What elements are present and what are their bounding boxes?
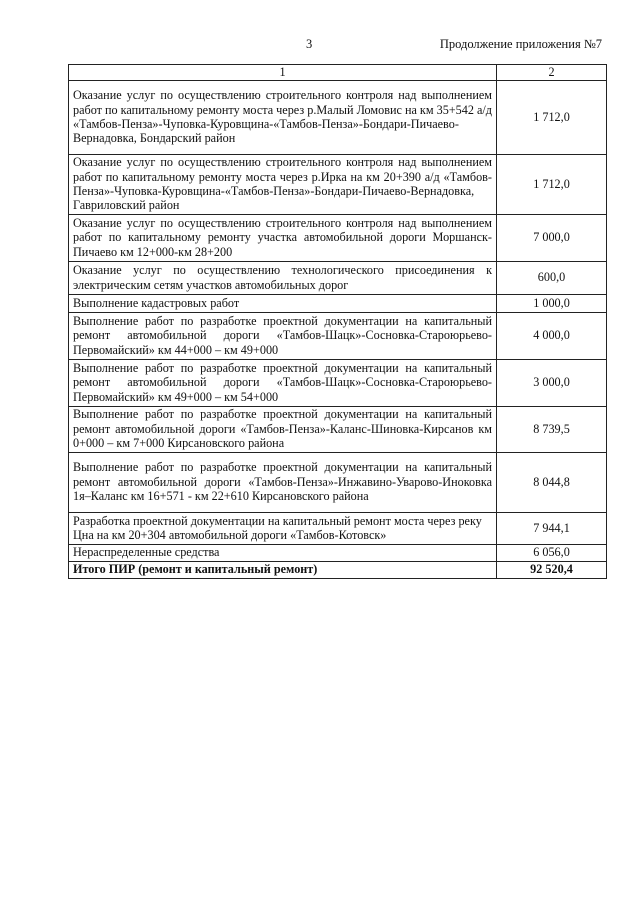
row-amount: 1 000,0 bbox=[497, 295, 607, 313]
table-row bbox=[69, 262, 607, 295]
row-description: Выполнение кадастровых работ bbox=[69, 295, 497, 313]
table-row bbox=[69, 407, 607, 453]
page-number: 3 bbox=[306, 37, 313, 51]
row-description: Выполнение работ по разработке проектной документации на капитальный ремонт автомобильной дороги «Тамбов-Шацк»-Сосновка-Староюрьево-Первомайский» км 49+000 – км 54+000 bbox=[69, 360, 497, 407]
column-header-1: 1 bbox=[69, 65, 497, 81]
total-row bbox=[69, 562, 607, 579]
row-description: Выполнение работ по разработке проектной документации на капитальный ремонт автомобильной дороги «Тамбов-Пенза»-Каланс-Шиновка-Кирсанов км 0+000 – км 7+000 Кирсановского района bbox=[69, 407, 497, 453]
appendix-continuation-label: Продолжение приложения №7 bbox=[439, 37, 602, 51]
row-amount: 4 000,0 bbox=[497, 313, 607, 360]
column-header-2: 2 bbox=[497, 65, 607, 81]
row-description: Разработка проектной документации на капитальный ремонт моста через реку Цна на км 20+304 автомобильной дороги «Тамбов-Котовск» bbox=[69, 513, 497, 545]
table-row bbox=[69, 215, 607, 262]
row-description: Оказание услуг по осуществлению технологического присоединения к электрическим сетям участков автомобильных дорог bbox=[69, 262, 497, 295]
total-amount: 92 520,4 bbox=[497, 562, 607, 579]
row-amount: 1 712,0 bbox=[497, 155, 607, 215]
row-description: Оказание услуг по осуществлению строительного контроля над выполнением работ по капитальному ремонту моста через р.Малый Ломовис на км 35+542 а/д «Тамбов-Пенза»-Чуповка-Куровщина-«Тамбов-Пенза»-Бондари-Пичаево-Вернадовка, Бондарский район bbox=[69, 81, 497, 155]
row-amount: 7 944,1 bbox=[497, 513, 607, 545]
total-label: Итого ПИР (ремонт и капитальный ремонт) bbox=[69, 562, 497, 579]
row-description: Оказание услуг по осуществлению строительного контроля над выполнением работ по капитальному ремонту участка автомобильной дороги Моршанск-Пичаево км 12+000-км 28+200 bbox=[69, 215, 497, 262]
table-row bbox=[69, 453, 607, 513]
table-row bbox=[69, 313, 607, 360]
table-row bbox=[69, 81, 607, 155]
row-amount: 7 000,0 bbox=[497, 215, 607, 262]
row-amount: 3 000,0 bbox=[497, 360, 607, 407]
row-amount: 8 739,5 bbox=[497, 407, 607, 453]
table-header-row bbox=[69, 65, 607, 81]
row-amount: 1 712,0 bbox=[497, 81, 607, 155]
table-row bbox=[69, 155, 607, 215]
table-row bbox=[69, 545, 607, 562]
row-description: Оказание услуг по осуществлению строительного контроля над выполнением работ по капитальному ремонту моста через р.Ирка на км 20+390 а/д «Тамбов-Пенза»-Чуповка-Куровщина-«Тамбов-Пенза»-Бондари-Пичаево-Вернадовка, Гавриловский район bbox=[69, 155, 497, 215]
row-amount: 6 056,0 bbox=[497, 545, 607, 562]
table-row bbox=[69, 513, 607, 545]
row-description: Нераспределенные средства bbox=[69, 545, 497, 562]
row-description: Выполнение работ по разработке проектной документации на капитальный ремонт автомобильной дороги «Тамбов-Шацк»-Сосновка-Староюрьево-Первомайский» км 44+000 – км 49+000 bbox=[69, 313, 497, 360]
row-amount: 600,0 bbox=[497, 262, 607, 295]
budget-table bbox=[68, 64, 607, 579]
row-description: Выполнение работ по разработке проектной документации на капитальный ремонт автомобильной дороги «Тамбов-Пенза»-Инжавино-Уварово-Иноковка 1я–Каланс км 16+571 - км 22+610 Кирсановского района bbox=[69, 453, 497, 513]
row-amount: 8 044,8 bbox=[497, 453, 607, 513]
table-row bbox=[69, 295, 607, 313]
table-row bbox=[69, 360, 607, 407]
